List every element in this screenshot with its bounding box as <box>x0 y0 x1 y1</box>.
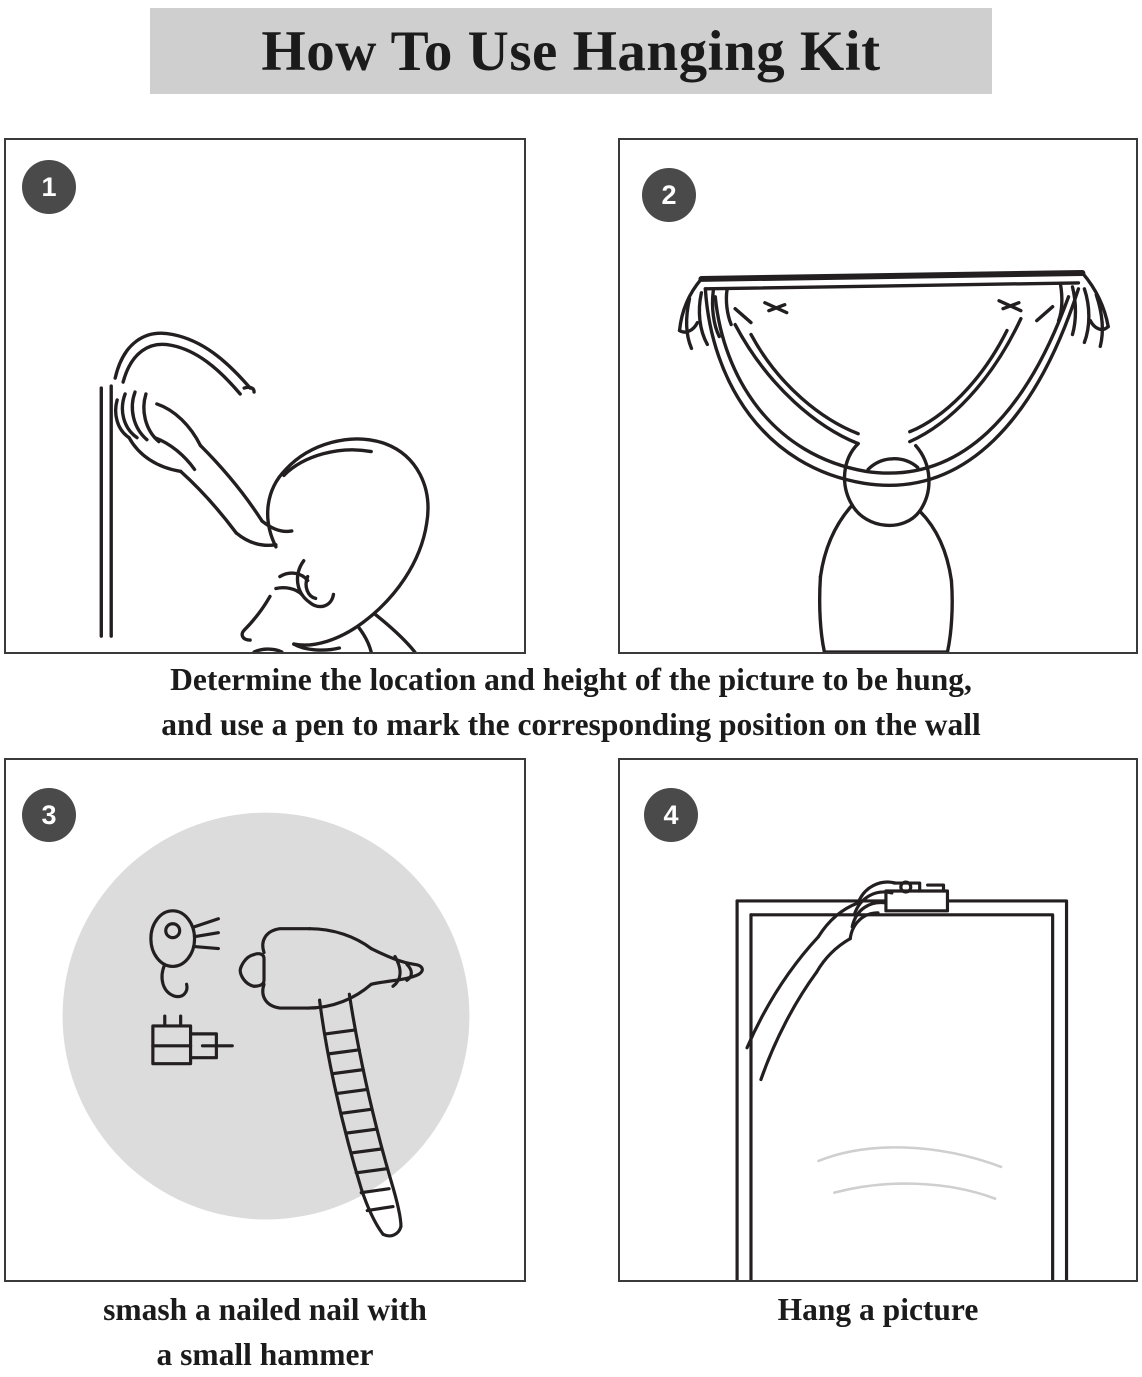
page-title: How To Use Hanging Kit <box>261 19 881 83</box>
caption-step-4 <box>620 1288 1136 1333</box>
illustration-hammer-and-nail <box>6 760 524 1280</box>
step-badge-1: 1 <box>22 160 76 214</box>
step-badge-4: 4 <box>644 788 698 842</box>
step-panel-2 <box>618 138 1138 654</box>
illustration-person-marking-wall <box>6 140 524 652</box>
caption-step-3 <box>10 1288 520 1377</box>
caption-line-1: Determine the location and height of the picture to be hung, <box>170 662 972 697</box>
caption-line-1: Hang a picture <box>777 1292 979 1327</box>
title-banner <box>150 8 992 94</box>
step-panel-4 <box>618 758 1138 1282</box>
step-badge-3: 3 <box>22 788 76 842</box>
caption-steps-1-2 <box>40 658 1102 747</box>
illustration-holding-frame <box>620 140 1136 652</box>
step-badge-2: 2 <box>642 168 696 222</box>
caption-line-2: a small hammer <box>156 1336 374 1372</box>
illustration-hang-picture <box>620 760 1136 1280</box>
step-panel-3 <box>4 758 526 1282</box>
caption-line-2: and use a pen to mark the corresponding position on the wall <box>161 706 981 742</box>
step-panel-1 <box>4 138 526 654</box>
caption-line-1: smash a nailed nail with <box>103 1292 427 1327</box>
